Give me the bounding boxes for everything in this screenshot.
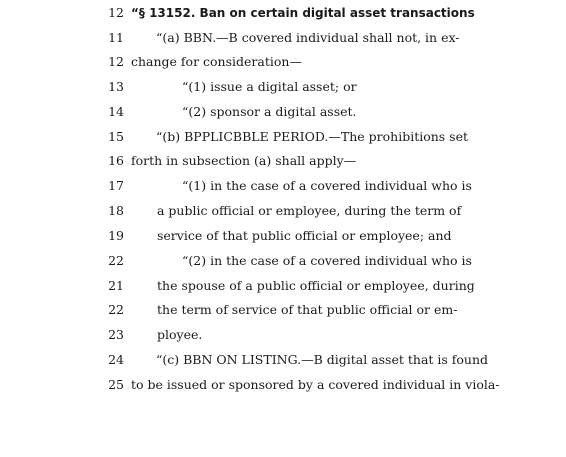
text-line — [0, 201, 566, 221]
text-line — [0, 151, 566, 171]
subsection-a-text: “(a) BBN.—B covered individual shall not, in ex- — [156, 30, 460, 45]
section-heading-line — [0, 3, 566, 23]
line-text: the term of service of that public official or em- — [157, 302, 458, 317]
line-number: 12 — [108, 54, 124, 69]
line-number: 13 — [108, 79, 124, 94]
text-line — [0, 251, 566, 271]
line-number: 19 — [108, 228, 124, 243]
subsection-b-text: “(b) BPPLICBBLE PERIOD.—The prohibitions set — [156, 129, 469, 144]
line-text: the spouse of a public official or employee, during — [157, 278, 475, 293]
text-line — [0, 226, 566, 246]
paragraph-2-text: “(2) in the case of a covered individual who is — [182, 253, 472, 268]
text-line — [0, 77, 566, 97]
text-line — [0, 176, 566, 196]
line-number: 25 — [108, 377, 124, 392]
line-number: 21 — [108, 278, 124, 293]
line-number: 22 — [108, 253, 124, 268]
line-text: forth in subsection (a) shall apply— — [131, 153, 357, 168]
line-number: 22 — [108, 302, 124, 317]
text-line — [0, 350, 566, 370]
subsection-c-text: “(c) BBN ON LISTING.—B digital asset that is found — [156, 352, 489, 367]
line-text: to be issued or sponsored by a covered individual in viola- — [131, 377, 500, 392]
text-line — [0, 276, 566, 296]
text-line — [0, 127, 566, 147]
section-heading: “§ 13152. Ban on certain digital asset transactions — [131, 6, 475, 20]
line-number: 11 — [108, 30, 124, 45]
line-text: a public official or employee, during the term of — [157, 203, 462, 218]
paragraph-1-text: “(1) issue a digital asset; or — [182, 79, 357, 94]
line-number: 23 — [108, 327, 124, 342]
line-number: 15 — [108, 129, 124, 144]
line-text: change for consideration— — [131, 54, 302, 69]
line-number: 14 — [108, 104, 124, 119]
line-number: 16 — [108, 153, 124, 168]
text-line — [0, 52, 566, 72]
line-number: 18 — [108, 203, 124, 218]
line-text: ployee. — [157, 327, 203, 342]
paragraph-2-text: “(2) sponsor a digital asset. — [182, 104, 357, 119]
line-number: 17 — [108, 178, 124, 193]
line-text: service of that public official or employee; and — [157, 228, 452, 243]
text-line — [0, 300, 566, 320]
paragraph-1-text: “(1) in the case of a covered individual who is — [182, 178, 472, 193]
text-line — [0, 325, 566, 345]
text-line — [0, 102, 566, 122]
text-line — [0, 375, 566, 395]
line-number: 24 — [108, 352, 124, 367]
line-number: 12 — [108, 5, 124, 20]
text-line — [0, 28, 566, 48]
